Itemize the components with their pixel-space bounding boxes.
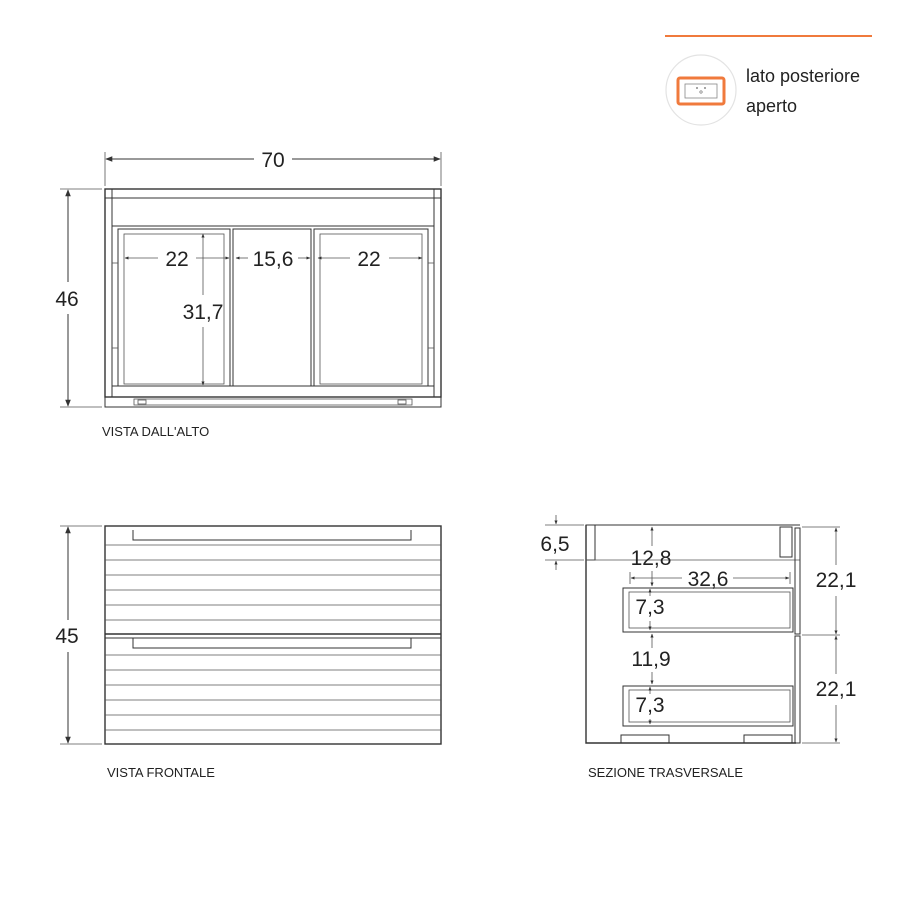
dimension-middle-clearance: 11,9 (631, 648, 671, 671)
dimension-drawer-depth: 32,6 (687, 568, 729, 591)
dimension-compartment-left: 22 (165, 248, 189, 271)
dimension-compartment-depth: 31,7 (182, 301, 224, 324)
dimension-compartment-center: 15,6 (252, 248, 294, 271)
dimension-depth: 46 (55, 288, 79, 311)
legend-label-line1: lato posteriore (746, 66, 861, 86)
legend-label-line2: aperto (746, 96, 798, 116)
dimension-height: 45 (55, 625, 79, 648)
open-back-cabinet-icon (666, 55, 736, 125)
front-view (55, 526, 441, 780)
dimension-compartment-right: 22 (357, 248, 381, 271)
top-view (55, 149, 441, 439)
drawer-lower (105, 638, 441, 730)
dimension-lower-section-height: 22,1 (815, 678, 857, 701)
dimension-top-gap: 6,5 (540, 533, 570, 556)
dimension-upper-clearance: 12,8 (630, 547, 672, 570)
caption-cross-section: SEZIONE TRASVERSALE (588, 765, 744, 780)
dimension-upper-drawer-height: 7,3 (635, 596, 665, 619)
front-view-outline (105, 526, 441, 744)
drawer-upper (105, 530, 441, 620)
section-carcass (586, 525, 796, 743)
caption-top-view: VISTA DALL'ALTO (102, 424, 210, 439)
dimension-upper-section-height: 22,1 (815, 569, 857, 592)
dimension-width: 70 (261, 149, 285, 172)
dimension-lower-drawer-height: 7,3 (635, 694, 665, 717)
legend (665, 36, 872, 125)
front-rail (105, 397, 441, 407)
caption-front-view: VISTA FRONTALE (107, 765, 215, 780)
cross-section (540, 515, 856, 780)
top-view-outline (105, 189, 441, 397)
